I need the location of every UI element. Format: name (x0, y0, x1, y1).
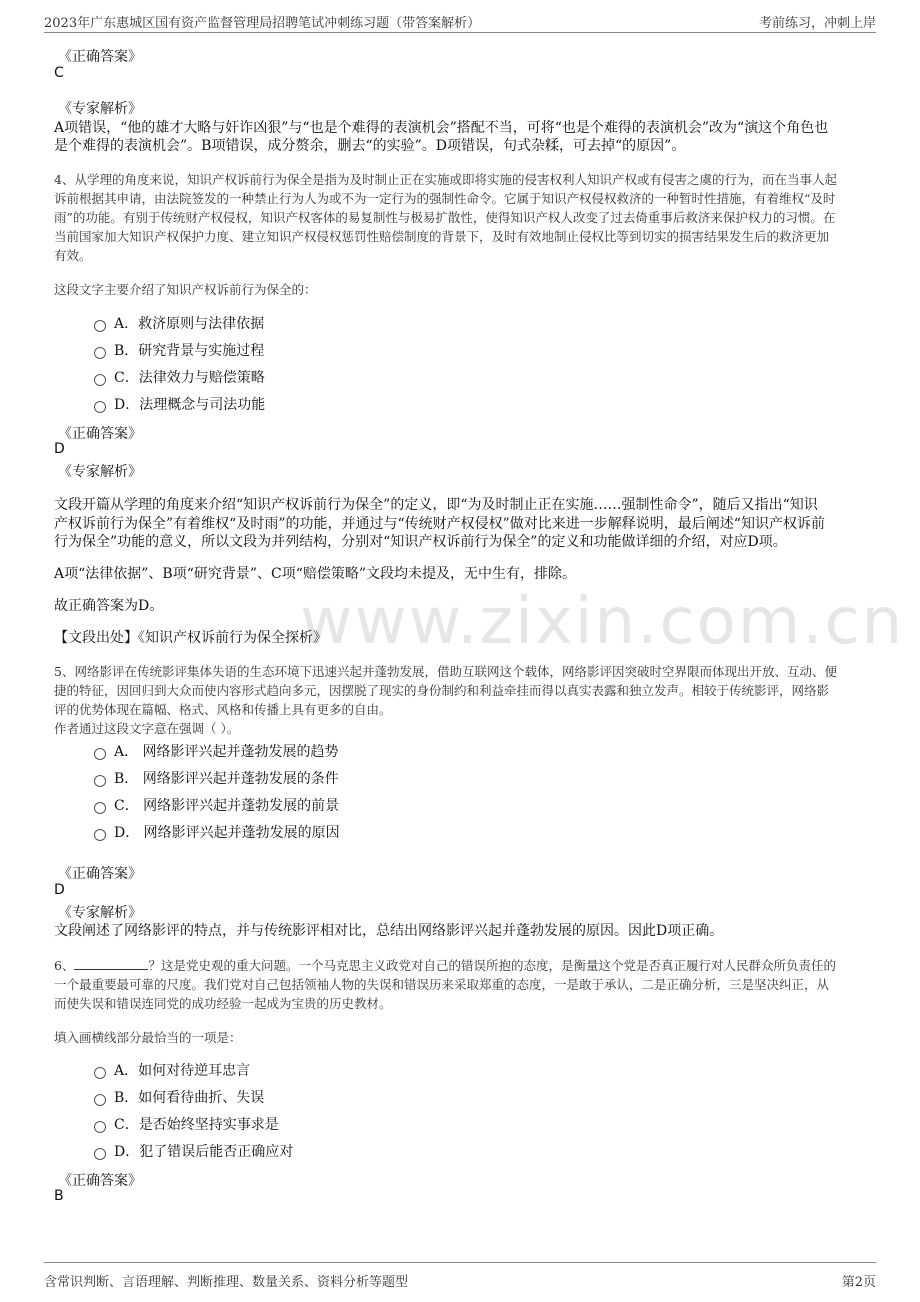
page-number: 第2页 (841, 1275, 876, 1290)
expert-analysis-label: 《专家解析》 (58, 464, 142, 480)
q5-analysis: 文段阐述了网络影评的特点，并与传统影评相对比，总结出网络影评兴起并蓬勃发展的原因。因此D项正确。 (54, 923, 724, 939)
q4-question: 这段文字主要介绍了知识产权诉前行为保全的： (54, 282, 317, 297)
correct-answer-label: 《正确答案》 (58, 426, 142, 442)
correct-answer-label: 《正确答案》 (58, 1173, 142, 1189)
correct-answer-label: 《正确答案》 (58, 866, 142, 882)
page-footer (44, 1262, 876, 1293)
q5-option-c-radio[interactable] (94, 802, 106, 814)
q6-stem-first-line (54, 956, 836, 974)
q6-fill-blank (74, 959, 148, 970)
q4-analysis-line: 行为保全”功能的意义，所以文段为并列结构，分别对“知识产权诉前行为保全”的定义和功能做详细的介绍，对应D项。 (54, 534, 787, 550)
q5-option-b-radio[interactable] (94, 775, 106, 787)
q5-option-c[interactable]: C． 网络影评兴起并蓬勃发展的前景 (114, 798, 340, 814)
q4-option-c[interactable]: C．法律效力与赔偿策略 (114, 370, 265, 386)
q6-stem-first: ？这是党史观的重大问题。一个马克思主义政党对自己的错误所抱的态度，是衡量这个党是否真正履行对人民群众所负责任的 (148, 958, 836, 973)
q4-stem-line: 雨”的功能。有别于传统财产权侵权，知识产权客体的易复制性与极易扩散性，使得知识产权人改变了过去倚重事后救济来保护权力的习惯。在 (54, 210, 836, 225)
q6-option-c-radio[interactable] (94, 1121, 106, 1133)
q6-option-d[interactable]: D．犯了错误后能否正确应对 (114, 1144, 294, 1160)
q5-option-b[interactable]: B． 网络影评兴起并蓬勃发展的条件 (114, 771, 339, 787)
q6-option-b-radio[interactable] (94, 1094, 106, 1106)
expert-analysis-label: 《专家解析》 (58, 905, 142, 921)
q4-source: 【文段出处】《知识产权诉前行为保全探析》 (54, 630, 327, 646)
q4-option-b-radio[interactable] (94, 347, 106, 359)
q5-answer: D (54, 882, 65, 898)
footer-topics: 含常识判断、言语理解、判断推理、数量关系、资料分析等题型 (44, 1275, 409, 1290)
q5-option-a-radio[interactable] (94, 748, 106, 760)
q6-stem-line: 一个最重要最可靠的尺度。我们党对自己包括领袖人物的失误和错误历来采取郑重的态度，一是敢于承认，二是正确分析，三是坚决纠正，从 (54, 977, 830, 992)
q3-answer: C (54, 65, 64, 81)
q5-stem-line: 评的优势体现在篇幅、格式、风格和传播上具有更多的自由。 (54, 702, 392, 717)
q5-stem-line: 5、网络影评在传统影评集体失语的生态环境下迅速兴起并蓬勃发展，借助互联网这个载体，网络影评因突破时空界限而体现出开放、互动、便 (54, 664, 837, 679)
header-title: 2023年广东惠城区国有资产监督管理局招聘笔试冲刺练习题（带答案解析） (44, 16, 481, 31)
page-header (44, 10, 876, 33)
q6-answer: B (54, 1188, 64, 1204)
q4-option-a[interactable]: A．救济原则与法律依据 (114, 316, 265, 332)
q3-analysis-line: 是个难得的表演机会”。B项错误，成分赘余，删去“的实验”。D项错误，句式杂糅，可去掉“的原因”。 (54, 138, 686, 154)
q5-option-d[interactable]: D． 网络影评兴起并蓬勃发展的原因 (114, 825, 340, 841)
q4-option-b[interactable]: B．研究背景与实施过程 (114, 343, 265, 359)
q4-option-a-radio[interactable] (94, 320, 106, 332)
q5-option-a[interactable]: A． 网络影评兴起并蓬勃发展的趋势 (114, 744, 339, 760)
q5-question: 作者通过这段文字意在强调（ ）。 (54, 721, 240, 736)
q4-answer: D (54, 441, 65, 457)
q6-option-a[interactable]: A．如何对待逆耳忠言 (114, 1063, 251, 1079)
q4-option-d[interactable]: D．法理概念与司法功能 (114, 397, 266, 413)
q6-option-b[interactable]: B．如何看待曲折、失误 (114, 1090, 265, 1106)
q5-stem-line: 捷的特征，因回归到大众而使内容形式趋向多元，因摆脱了现实的身份制约和利益牵挂而得以真实表露和独立发声。相较于传统影评，网络影 (54, 683, 830, 698)
q4-option-c-radio[interactable] (94, 374, 106, 386)
q4-analysis-line: 文段开篇从学理的角度来介绍“知识产权诉前行为保全”的定义，即“为及时制止正在实施……强制性命令”，随后又指出“知识 (54, 497, 818, 513)
q6-option-a-radio[interactable] (94, 1067, 106, 1079)
q4-stem-line: 有效。 (54, 248, 92, 263)
q4-stem-line: 4、从学理的角度来说，知识产权诉前行为保全是指为及时制止正在实施或即将实施的侵害权利人知识产权或有侵害之虞的行为，而在当事人起 (54, 172, 837, 187)
q6-option-c[interactable]: C．是否始终坚持实事求是 (114, 1117, 279, 1133)
q4-conclusion: 故正确答案为D。 (54, 598, 164, 614)
q6-option-d-radio[interactable] (94, 1148, 106, 1160)
q5-option-d-radio[interactable] (94, 829, 106, 841)
q6-question: 填入画横线部分最恰当的一项是： (54, 1030, 242, 1045)
q6-stem-line: 而使失误和错误连同党的成功经验一起成为宝贵的历史教材。 (54, 996, 392, 1011)
expert-analysis-label: 《专家解析》 (58, 101, 142, 117)
q3-analysis-line: A项错误，“他的雄才大略与奸诈凶狠”与“也是个难得的表演机会”搭配不当，可将“也是个难得的表演机会”改为“演这个角色也 (54, 120, 829, 136)
correct-answer-label: 《正确答案》 (58, 49, 142, 65)
q4-analysis-elimination: A项“法律依据”、B项“研究背景”、C项“赔偿策略”文段均未提及，无中生有，排除。 (54, 566, 577, 582)
watermark: www.zixin.com.cn (300, 585, 905, 659)
header-slogan: 考前练习，冲刺上岸 (758, 16, 876, 31)
q6-number: 6、 (54, 958, 75, 973)
q4-option-d-radio[interactable] (94, 401, 106, 413)
q4-stem-line: 诉前根据其申请，由法院签发的一种禁止行为人为或不为一定行为的强制性命令。它属于知识产权侵权救济的一种暂时性措施，有着维权“及时 (54, 191, 836, 206)
q4-analysis-line: 产权诉前行为保全”有着维权“及时雨”的功能，并通过与“传统财产权侵权”做对比来进一步解释说明，最后阐述“知识产权诉前 (54, 516, 825, 532)
q4-stem-line: 当前国家加大知识产权保护力度、建立知识产权侵权惩罚性赔偿制度的背景下，及时有效地制止侵权比等到切实的损害结果发生后的救济更加 (54, 229, 830, 244)
